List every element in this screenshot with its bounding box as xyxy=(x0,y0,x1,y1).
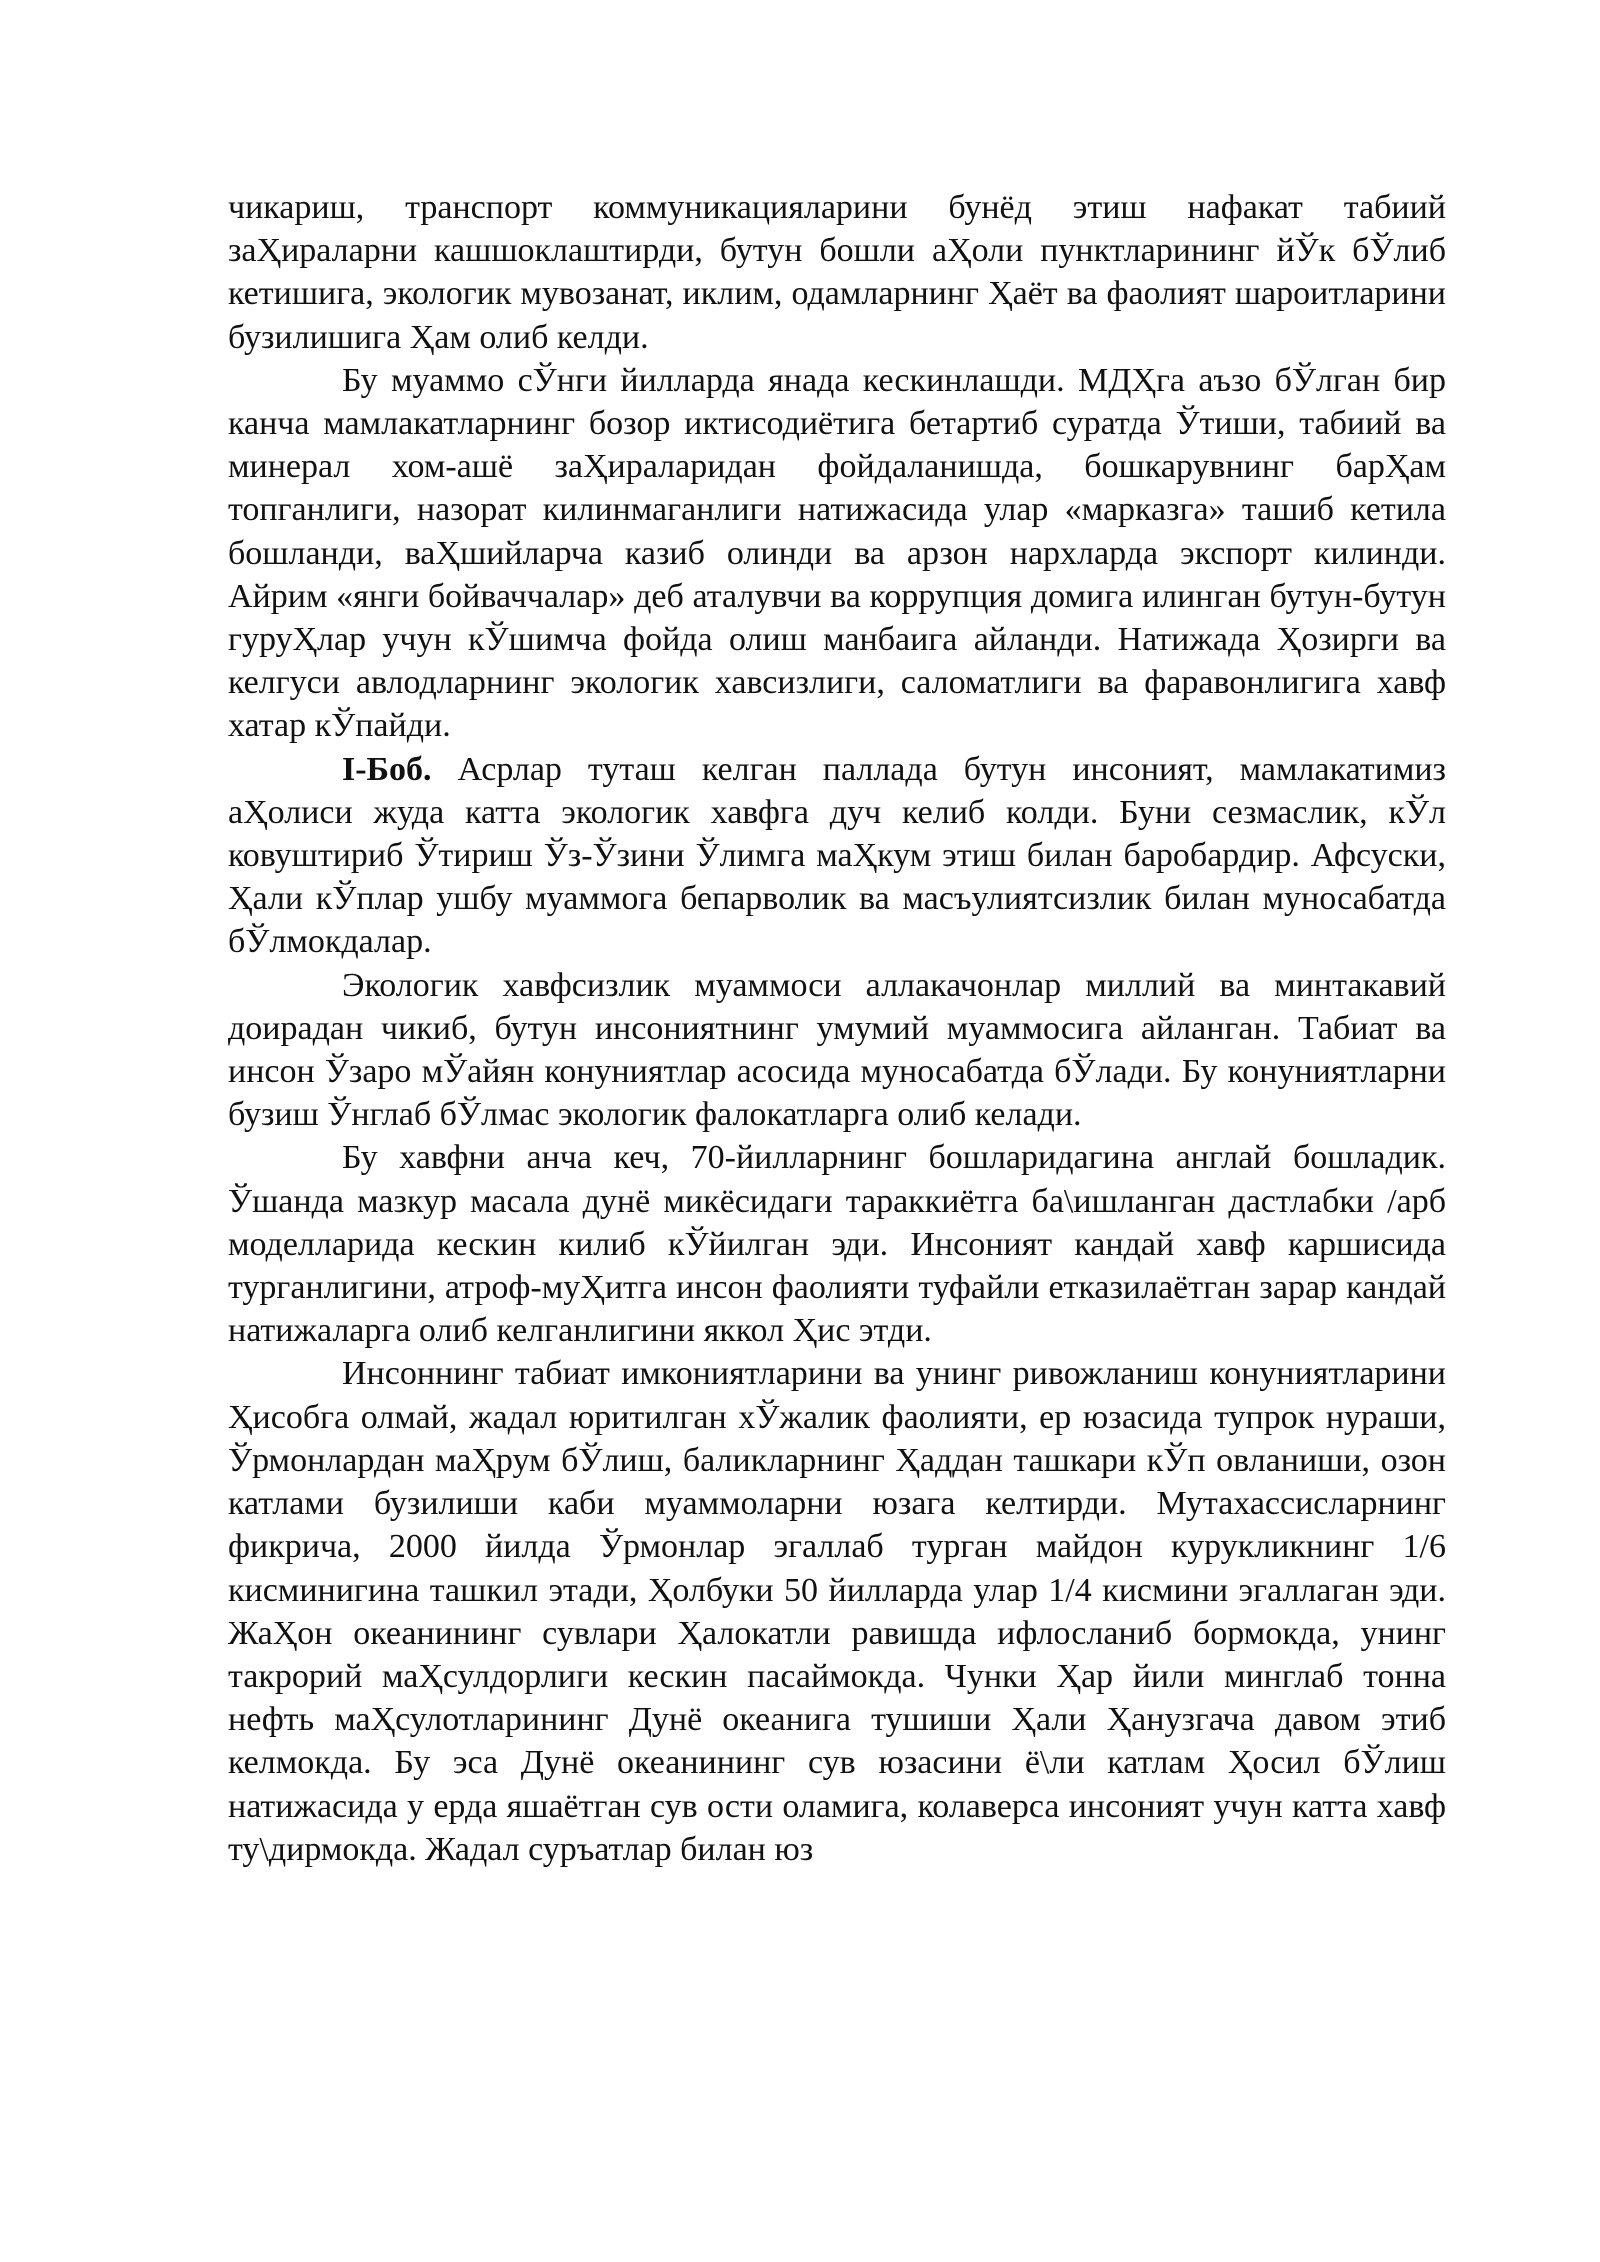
paragraph-5 xyxy=(228,1136,1446,1352)
paragraph-4-text: Экологик хавфсизлик муаммоси аллакачонлар миллий ва минтакавий доирадан чикиб, бутун инсониятнинг умумий муаммосига айланган. Табиат ва инсон Ўзаро мЎайян конуниятлар асосида муносабатда бЎлади. Бу конуниятларни бузиш Ўнглаб бЎлмас экологик фалокатларга олиб келади. xyxy=(228,966,1446,1134)
paragraph-6 xyxy=(228,1352,1446,1870)
paragraph-3 xyxy=(228,748,1446,964)
paragraph-1-text: чикариш, транспорт коммуникацияларини бунёд этиш нафакат табиий заҲираларни кашшоклаштирди, бутун бошли аҲоли пунктларининг йЎк бЎлиб кетишига, экологик мувозанат, иклим, одамларнинг Ҳаёт ва фаолият шароитларини бузилишига Ҳам олиб келди. xyxy=(228,189,1446,356)
paragraph-2-text: Бу муаммо сЎнги йилларда янада кескинлашди. МДҲга аъзо бЎлган бир канча мамлакатларнинг бозор иктисодиётига бетартиб суратда Ўтиши, табиий ва минерал хом-ашё заҲираларидан фойдаланишда, бошкарувнинг барҲам топганлиги, назорат килинмаганлиги натижасида улар «марказга» ташиб кетила бошланди, ваҲшийларча казиб олинди ва арзон нархларда экспорт килинди. Айрим «янги бойваччалар» деб аталувчи ва коррупция домига илинган бутун-бутун гуруҲлар учун кЎшимча фойда олиш манбаига айланди. Натижада Ҳозирги ва келгуси авлодларнинг экологик хавсизлиги, саломатлиги ва фаравонлигига хавф хатар кЎпайди. xyxy=(228,361,1446,745)
paragraph-2 xyxy=(228,359,1446,748)
body-text xyxy=(228,186,1446,1871)
paragraph-3-text: Асрлар туташ келган паллада бутун инсоният, мамлакатимиз аҲолиси жуда катта экологик хавфга дуч келиб колди. Буни сезмаслик, кЎл ковуштириб Ўтириш Ўз-Ўзини Ўлимга маҲкум этиш билан баробардир. Афсуски, Ҳали кЎплар ушбу муаммога бепарволик ва масъулиятсизлик билан муносабатда бЎлмокдалар. xyxy=(228,750,1446,961)
paragraph-1 xyxy=(228,186,1446,359)
paragraph-4 xyxy=(228,964,1446,1137)
paragraph-5-text: Бу хавфни анча кеч, 70-йилларнинг бошларидагина англай бошладик. Ўшанда мазкур масала дунё микёсидаги тараккиётга ба\ишланган дастлабки /арб моделларида кескин килиб кЎйилган эди. Инсоният кандай хавф каршисида турганлигини, атроф-муҲитга инсон фаолияти туфайли етказилаётган зарар кандай натижаларга олиб келганлигини яккол Ҳис этди. xyxy=(228,1139,1446,1350)
chapter-heading: I-Боб. xyxy=(342,750,432,788)
paragraph-6-text: Инсоннинг табиат имкониятларини ва унинг ривожланиш конуниятларини Ҳисобга олмай, жадал юритилган хЎжалик фаолияти, ер юзасида тупрок нураши, Ўрмонлардан маҲрум бЎлиш, баликларнинг Ҳаддан ташкари кЎп овланиши, озон катлами бузилиши каби муаммоларни юзага келтирди. Мутахассисларнинг фикрича, 2000 йилда Ўрмонлар эгаллаб турган майдон курукликнинг 1/6 кисминигина ташкил этади, Ҳолбуки 50 йилларда улар 1/4 кисмини эгаллаган эди. ЖаҲон океанининг сувлари Ҳалокатли равишда ифлосланиб бормокда, унинг такрорий маҲсулдорлиги кескин пасаймокда. Чунки Ҳар йили минглаб тонна нефть маҲсулотларининг Дунё океанига тушиши Ҳали Ҳанузгача давом этиб келмокда. Бу эса Дунё океанининг сув юзасини ё\ли катлам Ҳосил бЎлиш натижасида у ерда яшаётган сув ости оламига, колаверса инсоният учун катта хавф ту\дирмокда. Жадал суръатлар билан юз xyxy=(228,1355,1446,1868)
